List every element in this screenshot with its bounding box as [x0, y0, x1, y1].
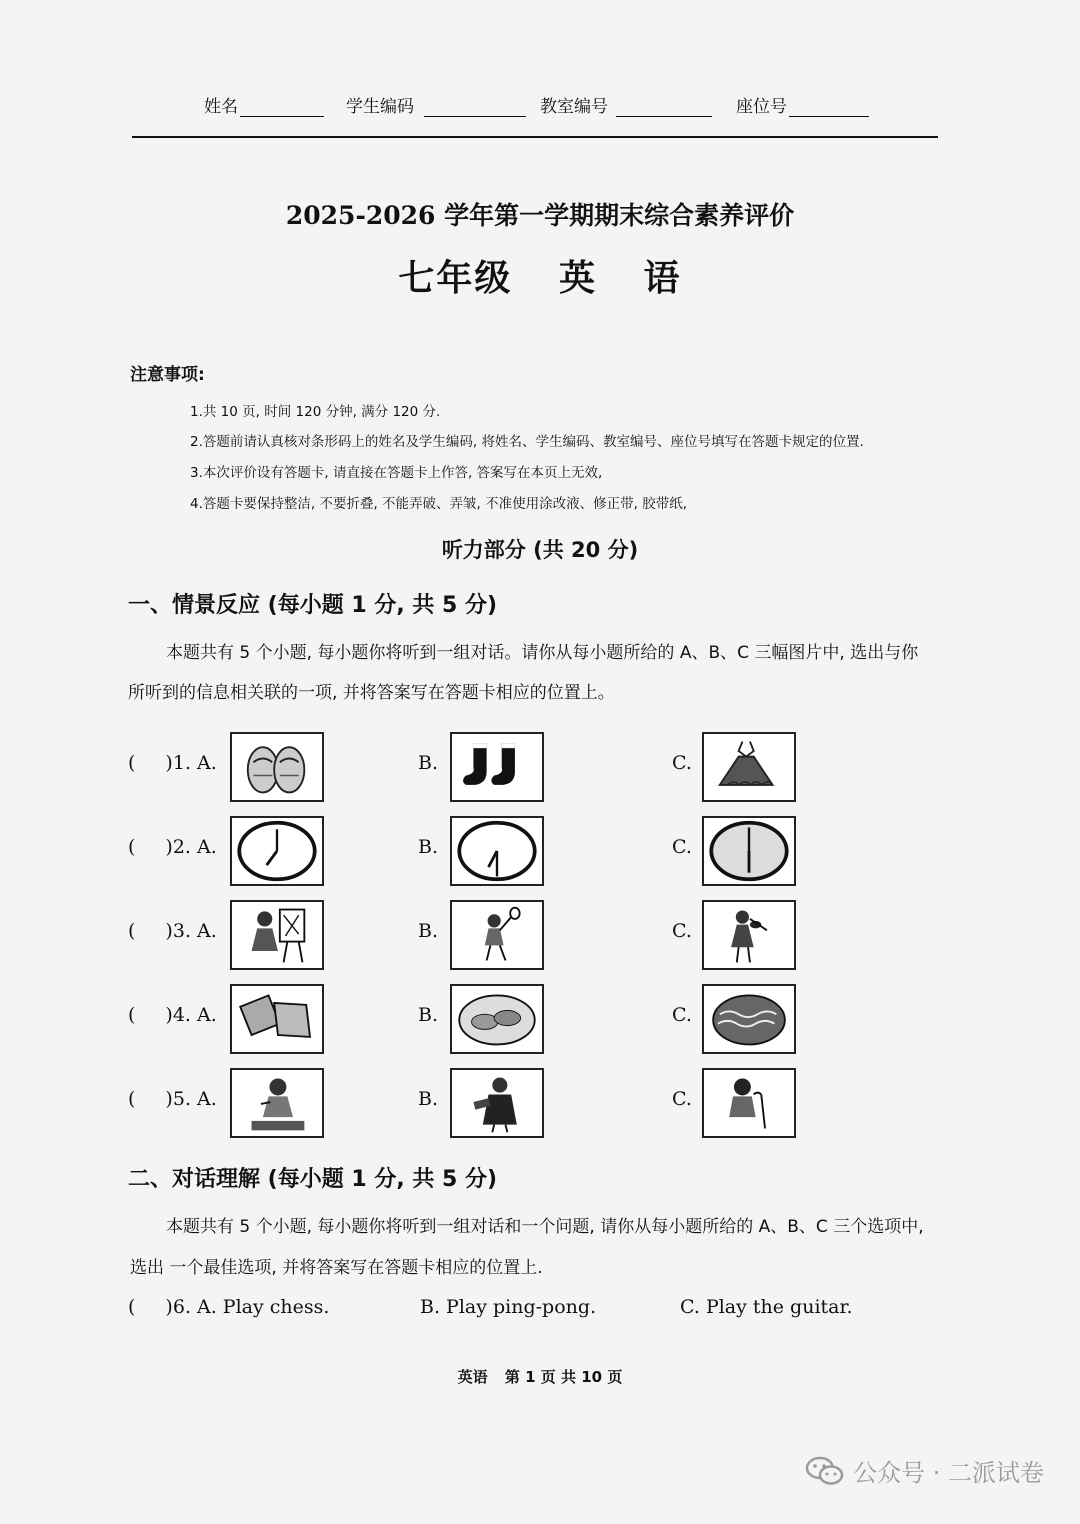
part1-instructions-1: 本题共有 5 个小题, 每小题你将听到一组对话。请你从每小题所给的 A、B、C 三幅图片中, 选出与你 [166, 643, 919, 663]
boy-coat-icon[interactable] [450, 1068, 544, 1138]
dumplings-icon[interactable] [450, 984, 544, 1054]
subject-char-2: 语 [643, 258, 682, 299]
option-c-label: C. [672, 920, 692, 942]
part2-instructions-2: 选出 一个最佳选项, 并将答案写在答题卡相应的位置上. [130, 1258, 543, 1278]
dress-icon[interactable] [702, 732, 796, 802]
classroom-blank[interactable] [616, 100, 712, 117]
seat-blank[interactable] [789, 100, 869, 117]
student-code-field[interactable] [346, 92, 526, 117]
classroom-field[interactable] [540, 92, 712, 117]
subject-char-1: 英 [558, 258, 597, 299]
question-row-4 [0, 984, 1080, 1064]
option-b-label: B. [418, 752, 439, 774]
watermark-text: 公众号 · 二派试卷 [853, 1459, 1044, 1487]
wechat-icon [805, 1455, 845, 1487]
bread-icon[interactable] [230, 984, 324, 1054]
question-row-3 [0, 900, 1080, 980]
watermark [805, 1453, 1044, 1488]
clock-icon[interactable] [450, 816, 544, 886]
page-footer [0, 1366, 1080, 1387]
subject-heading [0, 250, 1080, 301]
option-c-label: C. [672, 752, 692, 774]
badminton-girl-icon[interactable] [450, 900, 544, 970]
part2-instructions-1: 本题共有 5 个小题, 每小题你将听到一组对话和一个问题, 请你从每小题所给的 A、B、C 三个选项中, [166, 1217, 924, 1237]
clock-icon[interactable] [702, 816, 796, 886]
note-item: 4.答题卡要保持整洁, 不要折叠, 不能弄破、弄皱, 不准使用涂改液、修正带, 胶带纸, [190, 496, 688, 512]
question-number[interactable]: ( )3. A. [128, 920, 217, 942]
student-code-label: 学生编码 [346, 97, 414, 117]
note-item: 1.共 10 页, 时间 120 分钟, 满分 120 分. [190, 404, 441, 420]
question-row-5 [0, 1068, 1080, 1148]
note-item: 2.答题前请认真核对条形码上的姓名及学生编码, 将姓名、学生编码、教室编号、座位号填写在答题卡规定的位置. [190, 434, 864, 450]
part1-heading: 一、情景反应 (每小题 1 分, 共 5 分) [128, 593, 498, 618]
name-label: 姓名 [204, 97, 238, 117]
option-b-label: B. [418, 920, 439, 942]
option-c-label: C. [672, 1004, 692, 1026]
classroom-label: 教室编号 [540, 97, 608, 117]
footer-page-number: 第 1 页 共 10 页 [504, 1368, 623, 1386]
socks-icon[interactable] [450, 732, 544, 802]
violin-girl-icon[interactable] [702, 900, 796, 970]
header-fields [0, 92, 1080, 122]
exam-title: 2025-2026 学年第一学期期末综合素养评价 [285, 201, 795, 230]
seat-field[interactable] [736, 92, 869, 117]
option-c[interactable]: C. Play the guitar. [680, 1296, 853, 1318]
notes-heading: 注意事项: [130, 365, 205, 385]
clock-icon[interactable] [230, 816, 324, 886]
girl-cane-icon[interactable] [702, 1068, 796, 1138]
seat-label: 座位号 [736, 97, 787, 117]
footer-subject: 英语 [457, 1368, 488, 1386]
shoes-icon[interactable] [230, 732, 324, 802]
student-code-blank[interactable] [424, 100, 526, 117]
grade-label: 七年级 [398, 258, 513, 299]
question-number[interactable]: ( )1. A. [128, 752, 217, 774]
question-row-1 [0, 732, 1080, 812]
listening-section-title: 听力部分 (共 20 分) [441, 538, 639, 562]
header-divider [132, 136, 938, 138]
question-number[interactable]: ( )5. A. [128, 1088, 217, 1110]
question-number[interactable]: ( )6. A. Play chess. [128, 1296, 330, 1318]
painting-girl-icon[interactable] [230, 900, 324, 970]
option-c-label: C. [672, 1088, 692, 1110]
name-blank[interactable] [240, 100, 324, 117]
option-c-label: C. [672, 836, 692, 858]
part1-instructions-2: 所听到的信息相关联的一项, 并将答案写在答题卡相应的位置上。 [128, 683, 615, 703]
note-item: 3.本次评价设有答题卡, 请直接在答题卡上作答, 答案写在本页上无效, [190, 465, 603, 481]
option-b[interactable]: B. Play ping-pong. [420, 1296, 597, 1318]
question-row-2 [0, 816, 1080, 896]
option-b-label: B. [418, 836, 439, 858]
name-field[interactable] [204, 92, 324, 117]
option-b-label: B. [418, 1088, 439, 1110]
question-number[interactable]: ( )2. A. [128, 836, 217, 858]
boy-eating-icon[interactable] [230, 1068, 324, 1138]
noodles-icon[interactable] [702, 984, 796, 1054]
option-b-label: B. [418, 1004, 439, 1026]
question-number[interactable]: ( )4. A. [128, 1004, 217, 1026]
part2-heading: 二、对话理解 (每小题 1 分, 共 5 分) [128, 1167, 498, 1192]
